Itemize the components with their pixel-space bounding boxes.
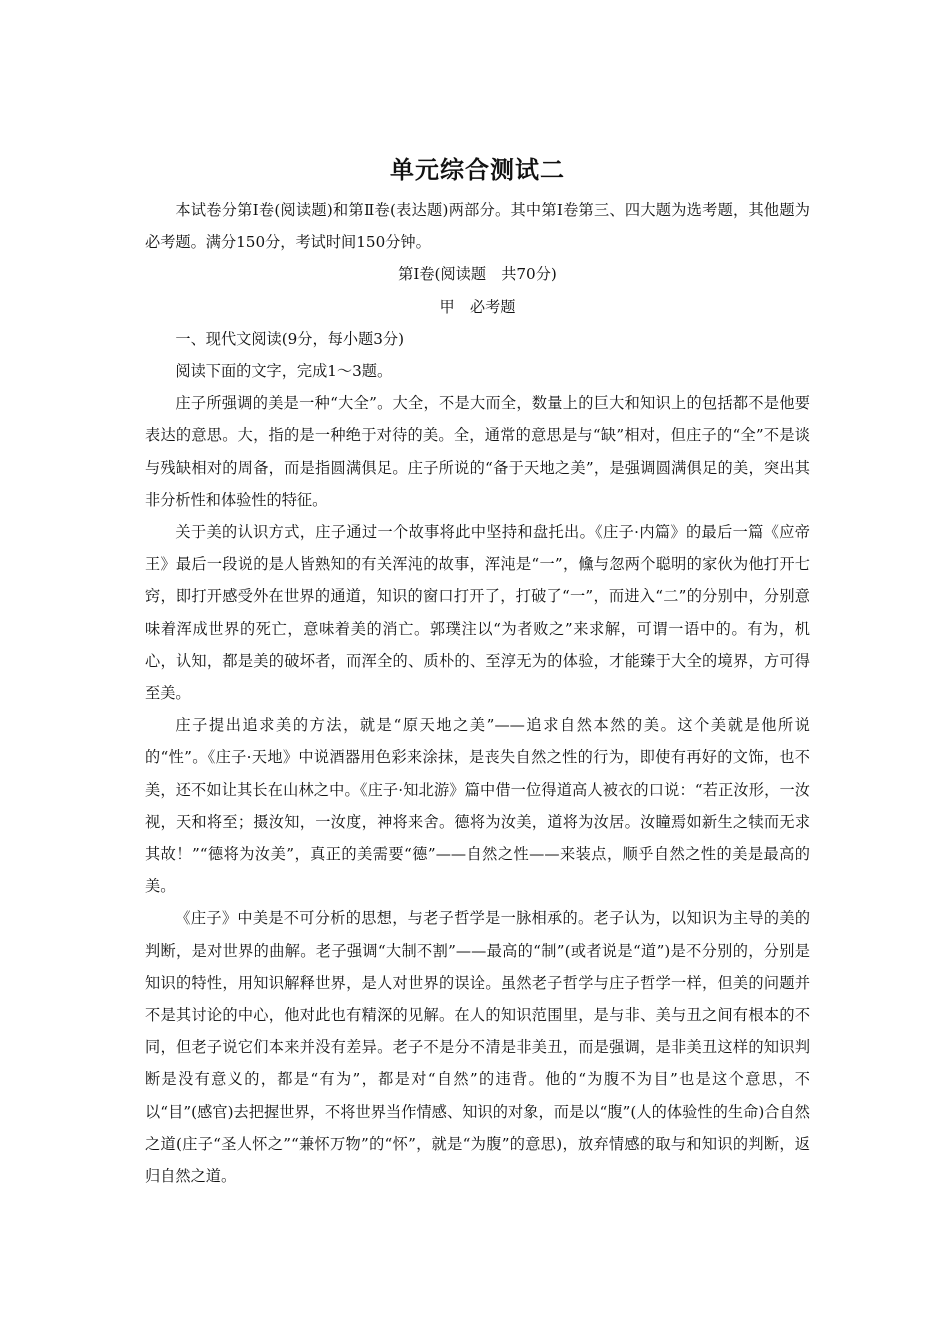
body-paragraph-3: 庄子提出追求美的方法，就是“原天地之美”——追求自然本然的美。这个美就是他所说的“性”。《庄子·天地》中说酒器用色彩来涂抹，是丧失自然之性的行为，即使有再好的文饰，也不美，还不如让其长在山林之中。《庄子·知北游》篇中借一位得道高人被衣的口说：“若正汝形，一汝视，天和将至；摄汝知，一汝度，神将来舍。德将为汝美，道将为汝居。汝瞳焉如新生之犊而无求其故！”“德将为汝美”，真正的美需要“德”——自然之性——来装点，顺乎自然之性的美是最高的美。 xyxy=(145,716,810,896)
section-heading: 甲 必考题 xyxy=(439,297,516,316)
body-paragraph-4: 《庄子》中美是不可分析的思想，与老子哲学是一脉相承的。老子认为，以知识为主导的美的判断，是对世界的曲解。老子强调“大制不割”——最高的“制”(或者说是“道”)是不分别的，分别是知识的特性，用知识解释世界，是人对世界的误诠。虽然老子哲学与庄子哲学一样，但美的问题并不是其讨论的中心，他对此也有精深的见解。在人的知识范围里，是与非、美与丑之间有根本的不同，但老子说它们本来并没有差异。老子不是分不清是非美丑，而是强调，是非美丑这样的知识判断是没有意义的，都是“有为”，都是对“自然”的违背。他的“为腹不为目”也是这个意思，不以“目”(感官)去把握世界，不将世界当作情感、知识的对象，而是以“腹”(人的体验性的生命)合自然之道(庄子“圣人怀之”“兼怀万物”的“怀”，就是“为腹”的意思)，放弃情感的取与和知识的判断，返归自然之道。 xyxy=(145,909,810,1186)
instruction-line: 阅读下面的文字，完成1～3题。 xyxy=(175,362,393,381)
document-title: 单元综合测试二 xyxy=(390,156,565,184)
volume-heading: 第Ⅰ卷(阅读题 共70分) xyxy=(398,265,557,284)
part-heading: 一、现代文阅读(9分，每小题3分) xyxy=(175,329,405,348)
body-paragraph-2: 关于美的认识方式，庄子通过一个故事将此中坚持和盘托出。《庄子·内篇》的最后一篇《应帝王》最后一段说的是人皆熟知的有关浑沌的故事，浑沌是“一”，儵与忽两个聪明的家伙为他打开七窍，即打开感受外在世界的通道，知识的窗口打开了，打破了“一”，而进入“二”的分别中，分别意味着浑成世界的死亡，意味着美的消亡。郭璞注以“为者败之”来求解，可谓一语中的。有为，机心，认知，都是美的破坏者，而浑全的、质朴的、至淳无为的体验，才能臻于大全的境界，方可得至美。 xyxy=(145,523,810,703)
document-page xyxy=(145,150,810,1192)
body-paragraph-1: 庄子所强调的美是一种“大全”。大全，不是大而全，数量上的巨大和知识上的包括都不是他要表达的意思。大，指的是一种绝于对待的美。全，通常的意思是与“缺”相对，但庄子的“全”不是谈与残缺相对的周备，而是指圆满俱足。庄子所说的“备于天地之美”，是强调圆满俱足的美，突出其非分析性和体验性的特征。 xyxy=(145,394,810,509)
intro-paragraph: 本试卷分第Ⅰ卷(阅读题)和第Ⅱ卷(表达题)两部分。其中第Ⅰ卷第三、四大题为选考题，其他题为必考题。满分150分，考试时间150分钟。 xyxy=(145,201,810,252)
